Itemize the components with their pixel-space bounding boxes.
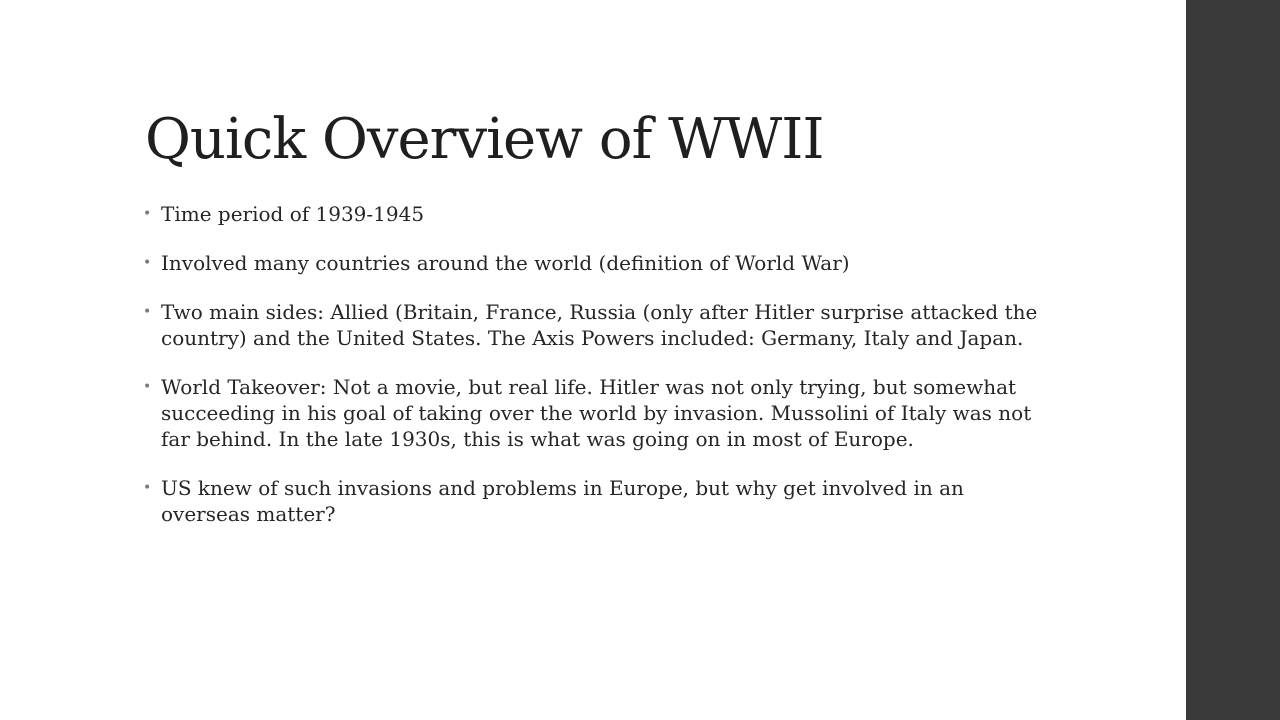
bullet-list <box>143 201 1043 550</box>
bullet-dot-icon: • <box>143 206 152 222</box>
bullet-dot-icon: • <box>143 304 152 320</box>
bullet-item <box>143 374 1043 452</box>
bullet-dot-icon: • <box>143 379 152 395</box>
bullet-text: World Takeover: Not a movie, but real life. Hitler was not only trying, but somewhat succeeding in his goal of taking over the world by invasion. Mussolini of Italy was not far behind. In the late 1930s, this is what was going on in most of Europe. <box>161 375 1032 451</box>
bullet-item <box>143 475 1043 527</box>
bullet-dot-icon: • <box>143 255 152 271</box>
bullet-item <box>143 299 1043 351</box>
bullet-dot-icon: • <box>143 480 152 496</box>
bullet-item <box>143 201 1043 227</box>
bullet-text: Time period of 1939-1945 <box>161 202 425 226</box>
bullet-text: Involved many countries around the world (definition of World War) <box>161 251 850 275</box>
side-accent-bar <box>1186 0 1280 720</box>
slide-title: Quick Overview of WWII <box>145 107 824 172</box>
bullet-text: Two main sides: Allied (Britain, France, Russia (only after Hitler surprise attacked the country) and the United States. The Axis Powers included: Germany, Italy and Japan. <box>161 300 1038 350</box>
bullet-text: US knew of such invasions and problems in Europe, but why get involved in an overseas matter? <box>161 476 964 526</box>
bullet-item <box>143 250 1043 276</box>
